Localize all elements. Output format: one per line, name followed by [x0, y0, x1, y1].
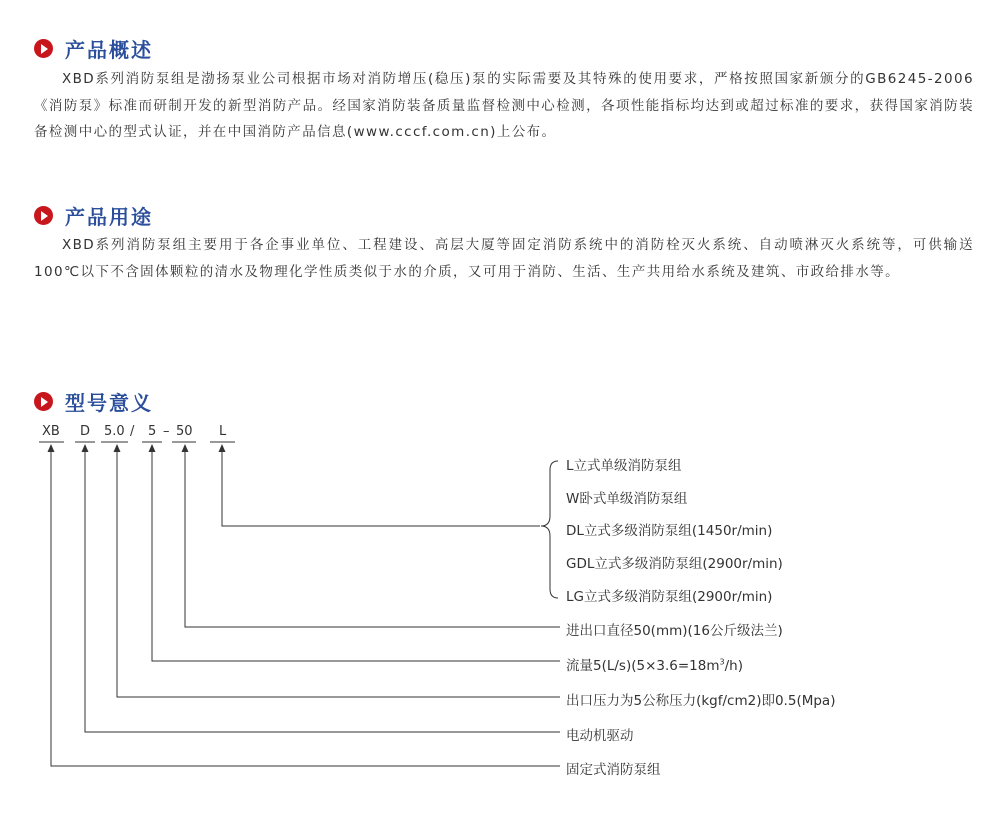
- arrow-up-icon: [82, 444, 89, 452]
- arrow-up-icon: [48, 444, 55, 452]
- arrow-up-icon: [219, 444, 226, 452]
- variant-option: W卧式单级消防泵组: [566, 491, 688, 507]
- arrow-up-icon: [149, 444, 156, 452]
- leader-pressure: [117, 452, 560, 697]
- leader-series: [51, 452, 560, 766]
- overview-title: 产品概述: [65, 38, 153, 62]
- code-part-drive: D: [80, 424, 91, 439]
- leader-type: [222, 452, 540, 526]
- overview-text: XBD系列消防泵组是渤扬泵业公司根据市场对消防增压(稳压)泵的实际需要及其特殊的使用要求，严格按照国家新颁分的GB6245-2006《消防泵》标准而研制开发的新型消防产品。经国家消防装备质量监督检测中心检测，各项性能指标均达到或超过标准的要求，获得国家消防装备检测中心的型式认证，并在中国消防产品信息(www.cccf.com.cn)上公布。: [34, 71, 974, 140]
- desc-drive: 电动机驱动: [566, 728, 634, 744]
- desc-diameter: 进出口直径50(mm)(16公斤级法兰): [566, 623, 783, 639]
- arrow-up-icon: [182, 444, 189, 452]
- desc-flow-sup: 3: [719, 657, 725, 667]
- code-part-flow: 5: [148, 424, 157, 439]
- usage-title: 产品用途: [65, 205, 153, 229]
- code-part-series: XB: [42, 424, 60, 439]
- leader-diameter: [185, 452, 560, 627]
- model-title: 型号意义: [65, 391, 153, 415]
- code-part-dash: –: [163, 424, 170, 439]
- desc-flow: [566, 654, 743, 674]
- code-part-pressure: 5.0: [104, 424, 125, 439]
- code-part-type: L: [219, 424, 227, 439]
- variant-option: LG立式多级消防泵组(2900r/min): [566, 589, 773, 605]
- desc-fixed: 固定式消防泵组: [566, 762, 661, 778]
- brace-bracket: [541, 461, 558, 598]
- variant-option: GDL立式多级消防泵组(2900r/min): [566, 556, 783, 572]
- leader-drive: [85, 452, 560, 732]
- usage-text: XBD系列消防泵组主要用于各企事业单位、工程建设、高层大厦等固定消防系统中的消防栓灭火系统、自动喷淋灭火系统等，可供输送100℃以下不含固体颗粒的清水及物理化学性质类似于水的介质，又可用于消防、生活、生产共用给水系统及建筑、市政给排水等。: [34, 237, 974, 280]
- desc-flow-prefix: 流量5(L/s)(5×3.6=18m: [566, 658, 720, 674]
- arrow-up-icon: [114, 444, 121, 452]
- desc-flow-suffix: /h): [724, 658, 743, 674]
- desc-pressure: 出口压力为5公称压力(kgf/cm2)即0.5(Mpa): [566, 693, 836, 709]
- code-part-diameter: 50: [176, 424, 193, 439]
- leader-flow: [152, 452, 560, 661]
- variant-option: DL立式多级消防泵组(1450r/min): [566, 523, 773, 539]
- variant-option: L立式单级消防泵组: [566, 458, 682, 474]
- code-part-slash: /: [130, 424, 135, 439]
